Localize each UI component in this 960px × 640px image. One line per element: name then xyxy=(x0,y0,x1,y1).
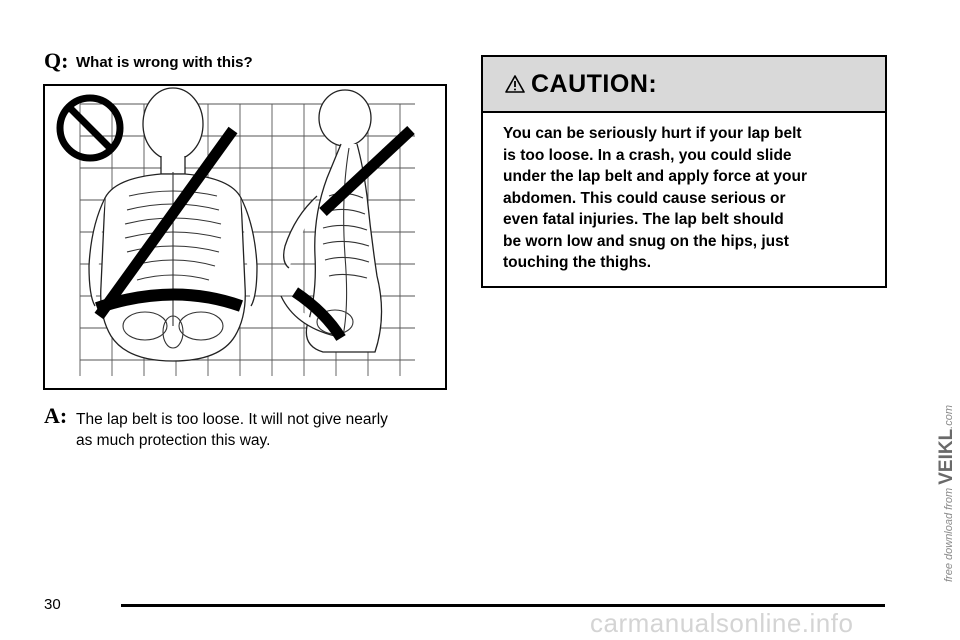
warning-triangle-icon xyxy=(505,74,525,94)
caution-line: even fatal injuries. The lap belt should xyxy=(503,211,784,228)
answer-line: as much protection this way. xyxy=(76,432,271,449)
caution-text xyxy=(483,113,885,274)
question-text: What is wrong with this? xyxy=(76,54,253,71)
caution-line: abdomen. This could cause serious or xyxy=(503,189,786,207)
caution-line: You can be seriously hurt if your lap belt xyxy=(503,125,802,142)
watermark-suffix: .com xyxy=(943,404,955,429)
caution-line: touching the thighs. xyxy=(503,254,652,271)
caution-line: be worn low and snug on the hips, just xyxy=(503,232,789,250)
prohibition-icon xyxy=(60,98,120,158)
caution-title: CAUTION: xyxy=(531,69,658,98)
caution-line: is too loose. In a crash, you could slide xyxy=(503,146,792,164)
watermark-brand: VEIKL xyxy=(936,428,957,485)
answer-line: The lap belt is too loose. It will not give nearly xyxy=(76,411,388,428)
page-number: 30 xyxy=(44,596,61,613)
seatbelt-figure-svg xyxy=(45,86,445,388)
question-label: Q: xyxy=(44,48,69,73)
caution-box xyxy=(481,55,887,288)
answer-label: A: xyxy=(44,403,68,428)
watermark-prefix: free download from xyxy=(943,487,955,582)
side-watermark xyxy=(936,405,958,582)
answer-text xyxy=(76,409,448,451)
caution-line: under the lap belt and apply force at your xyxy=(503,168,808,185)
seatbelt-illustration xyxy=(43,84,447,390)
caution-header xyxy=(483,57,885,113)
footer-rule xyxy=(121,604,885,607)
footer-site-watermark: carmanualsonline.info xyxy=(590,608,854,638)
